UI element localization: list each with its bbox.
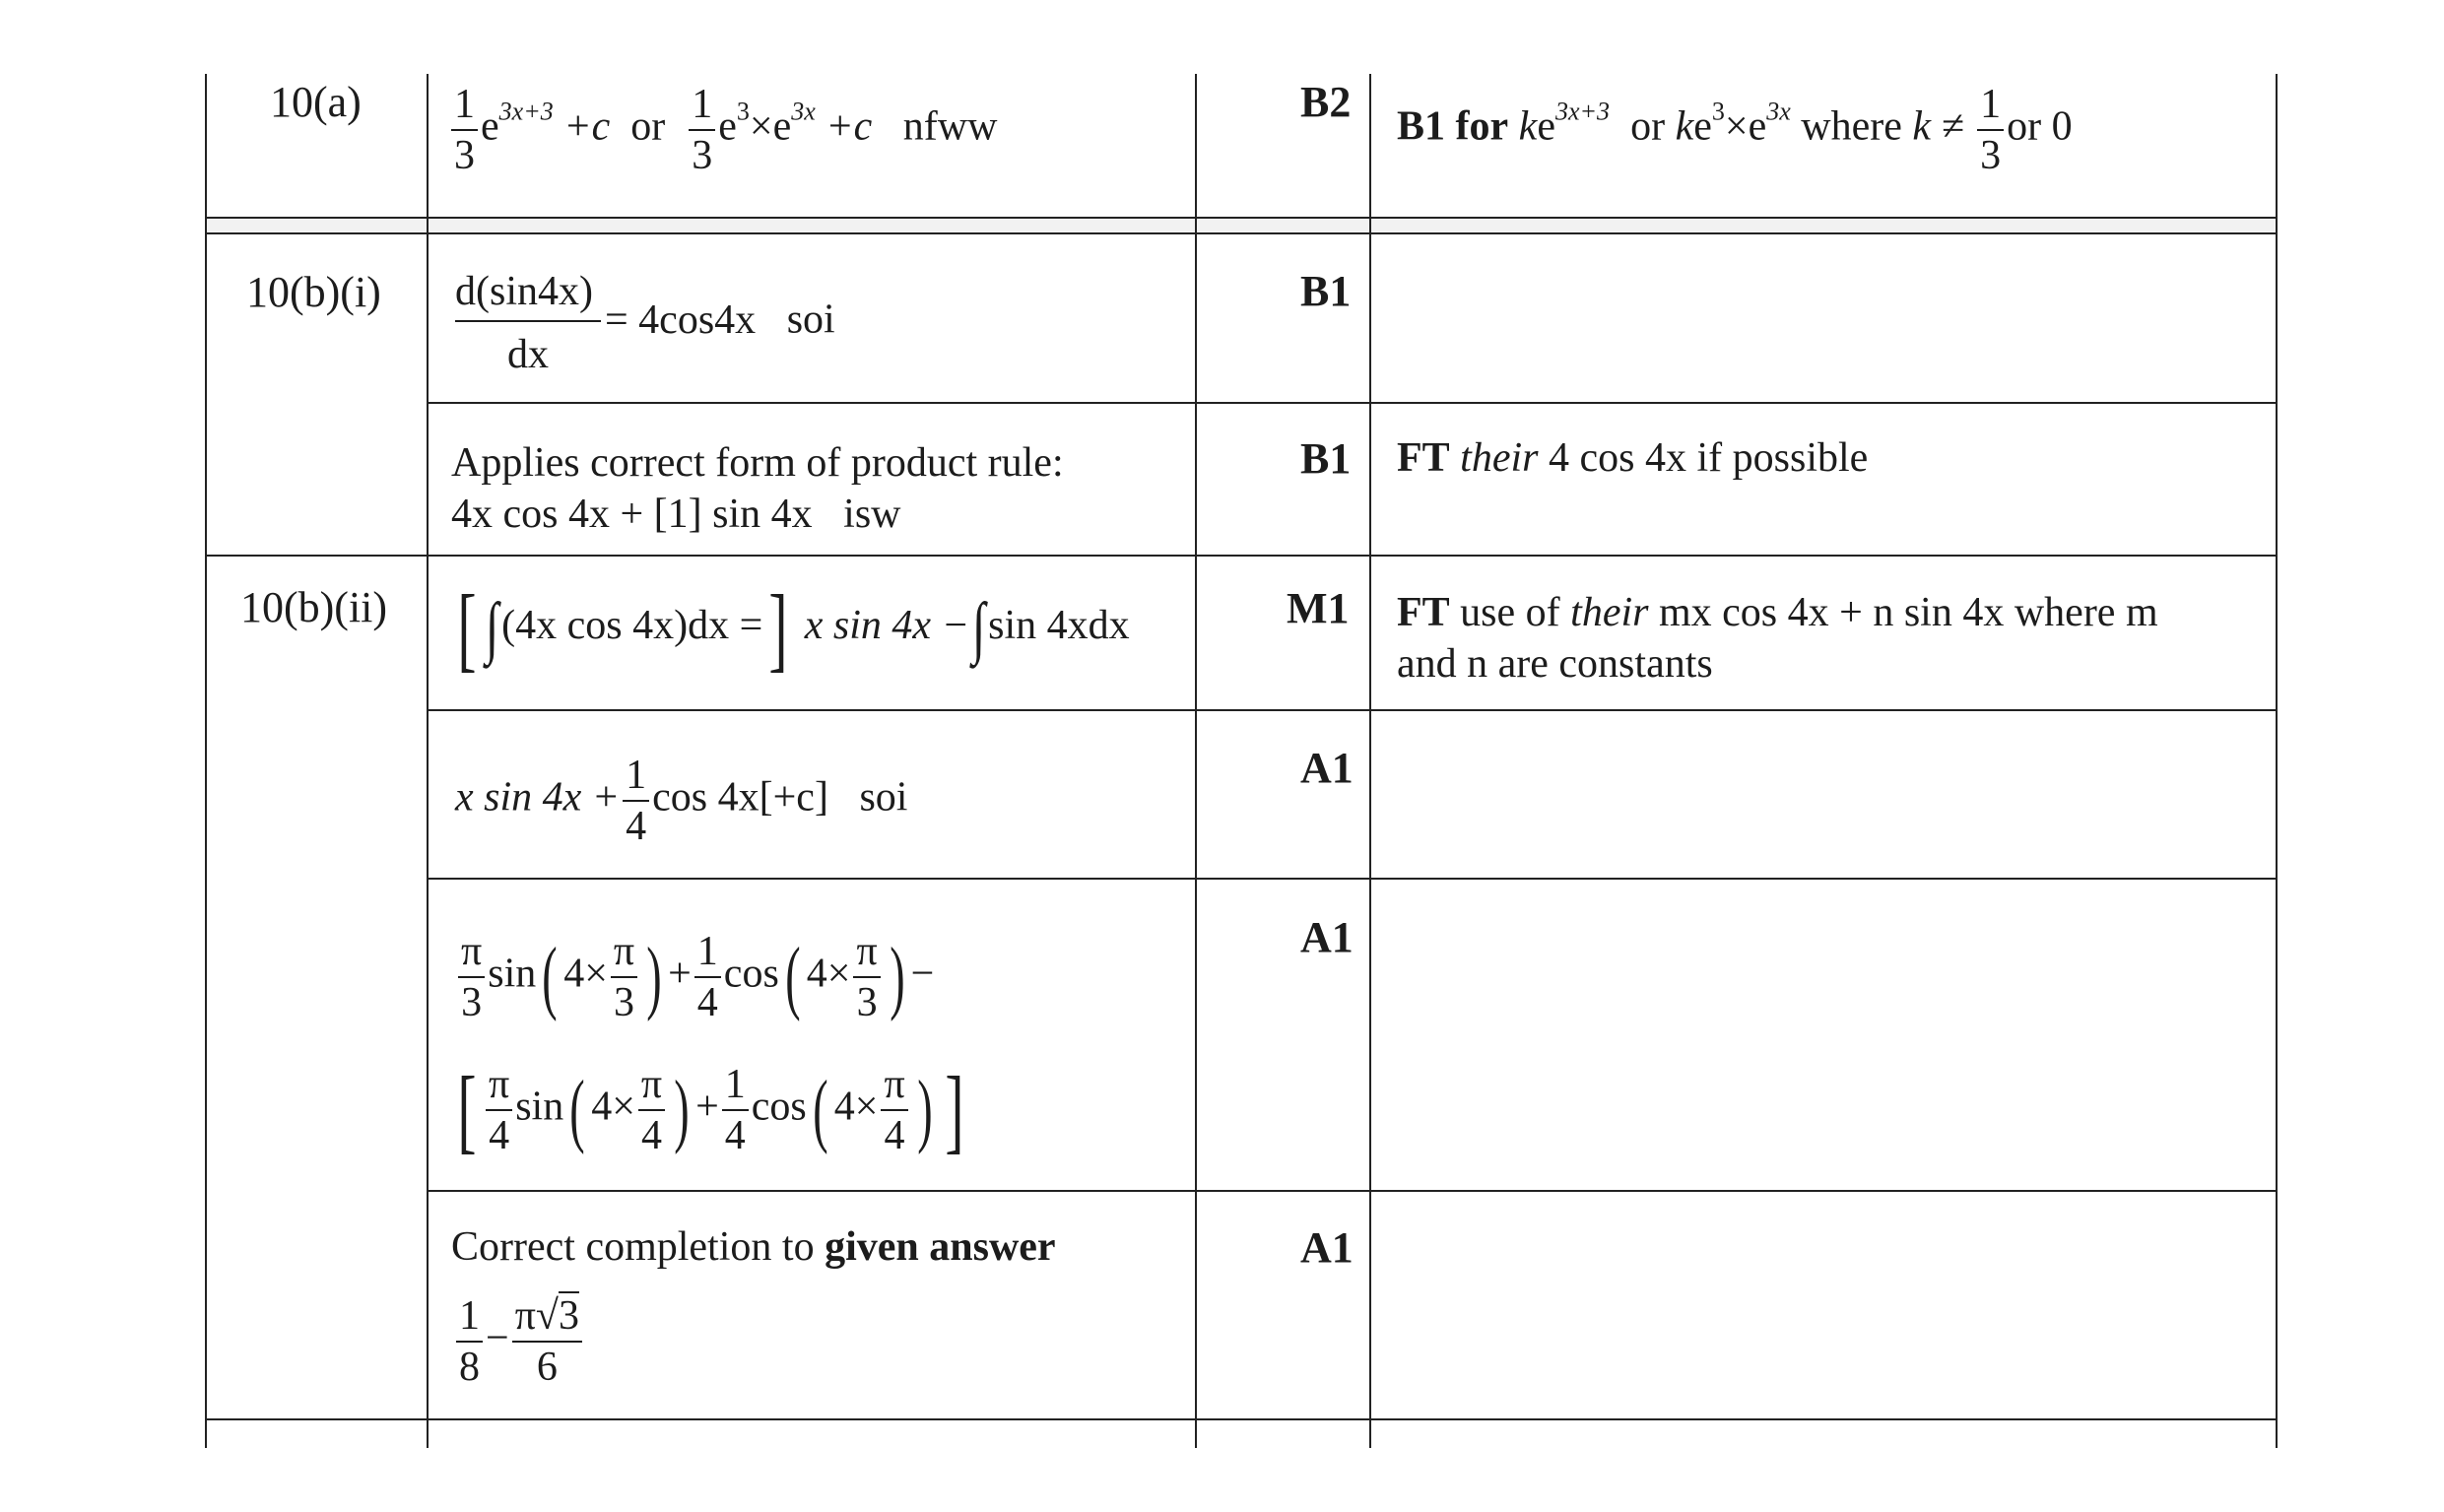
answer-10bii-substitution-upper: $\frac{\pi}{3}$ sin( 4× $\frac{\pi}{3}$ ) + $\frac{1}{4}$ cos( 4× $\frac{\pi}{3}$ ) − — [455, 931, 934, 1023]
final-answer: $\frac{1}{8}$ − $\frac{\pi√3}{6}$ — [453, 1295, 585, 1388]
fraction: $\frac{1}{3}$ — [451, 84, 478, 176]
fraction: $\frac{\pi}{4}$ — [638, 1064, 665, 1156]
guidance-10a: B1 for $ke^{3x+3}$ or $ke^3\times e^{3x}$ where k ≠ $\frac{1}{3}$ or 0 — [1397, 82, 2073, 178]
row-line — [205, 1418, 2278, 1420]
guidance-10bi: FT their 4 cos 4x if possible — [1397, 435, 1869, 481]
divider-line — [205, 232, 2278, 234]
answer-10bii-completion: Correct completion to given answer — [451, 1224, 1056, 1270]
answer-10bi-derivative: $\frac{d(\sin 4x)}{dx}$ = 4cos4x soi — [455, 269, 835, 377]
mark-code: A1 — [1300, 744, 1354, 792]
fraction: $\frac{\pi}{4}$ — [486, 1064, 512, 1156]
fraction: $\frac{\pi}{3}$ — [458, 931, 485, 1023]
fraction: $\frac{1}{3}$ — [689, 84, 715, 176]
fraction: $\frac{1}{4}$ — [623, 755, 649, 847]
divider-line — [205, 217, 2278, 219]
fraction: $\frac{\pi}{4}$ — [881, 1064, 907, 1156]
column-line — [427, 74, 429, 1448]
row-line — [427, 878, 2278, 880]
answer-10bi-product-rule: Applies correct form of product rule: 4x cos 4x + [1] sin 4x isw — [451, 440, 1064, 537]
question-number: 10(b)(i) — [246, 268, 381, 316]
row-line — [427, 1190, 2278, 1192]
fraction: $\frac{1}{3}$ — [1977, 84, 2004, 176]
row-line — [205, 555, 2278, 557]
fraction: $\frac{\pi}{3}$ — [611, 931, 637, 1023]
mark-code: A1 — [1300, 1223, 1354, 1272]
column-line — [1195, 74, 1197, 1448]
mark-code: M1 — [1287, 584, 1350, 632]
fraction: $\frac{1}{8}$ — [456, 1295, 483, 1388]
fraction: $\frac{\pi√3}{6}$ — [512, 1295, 582, 1388]
column-line — [2276, 74, 2278, 1448]
answer-10a: $\frac{1}{3}$ $e^{3x+3} +c$ or $\frac{1}{3}$ $e^3\times e^{3x} +c$ nfww — [448, 84, 997, 176]
column-line — [1369, 74, 1371, 1448]
answer-10bii-antiderivative: x sin 4x + $\frac{1}{4}$ cos 4x[+c] soi — [455, 753, 908, 849]
question-number: 10(a) — [270, 78, 362, 126]
mark-code: B1 — [1300, 434, 1352, 483]
question-number: 10(b)(ii) — [240, 583, 388, 631]
fraction: $\frac{d(\sin 4x)}{dx}$ — [455, 271, 601, 375]
guidance-10bii: FT use of their mx cos 4x + n sin 4x where m and n are constants — [1397, 590, 2158, 687]
fraction: $\frac{1}{4}$ — [722, 1064, 749, 1156]
row-line — [427, 709, 2278, 711]
row-line — [427, 402, 2278, 404]
answer-10bii-integration-by-parts: [ ∫(4x cos 4x)dx =] x sin 4x −∫sin 4xdx — [457, 575, 1130, 682]
answer-10bii-substitution-lower: [ $\frac{\pi}{4}$ sin( 4× $\frac{\pi}{4}$ ) + $\frac{1}{4}$ cos( 4× $\frac{\pi}{4}$ ) ] — [457, 1057, 964, 1162]
column-line — [205, 74, 207, 1448]
mark-code: B1 — [1300, 267, 1352, 315]
fraction: $\frac{1}{4}$ — [694, 931, 721, 1023]
mark-code: A1 — [1300, 913, 1354, 961]
mark-code: B2 — [1300, 78, 1352, 126]
fraction: $\frac{\pi}{3}$ — [853, 931, 880, 1023]
